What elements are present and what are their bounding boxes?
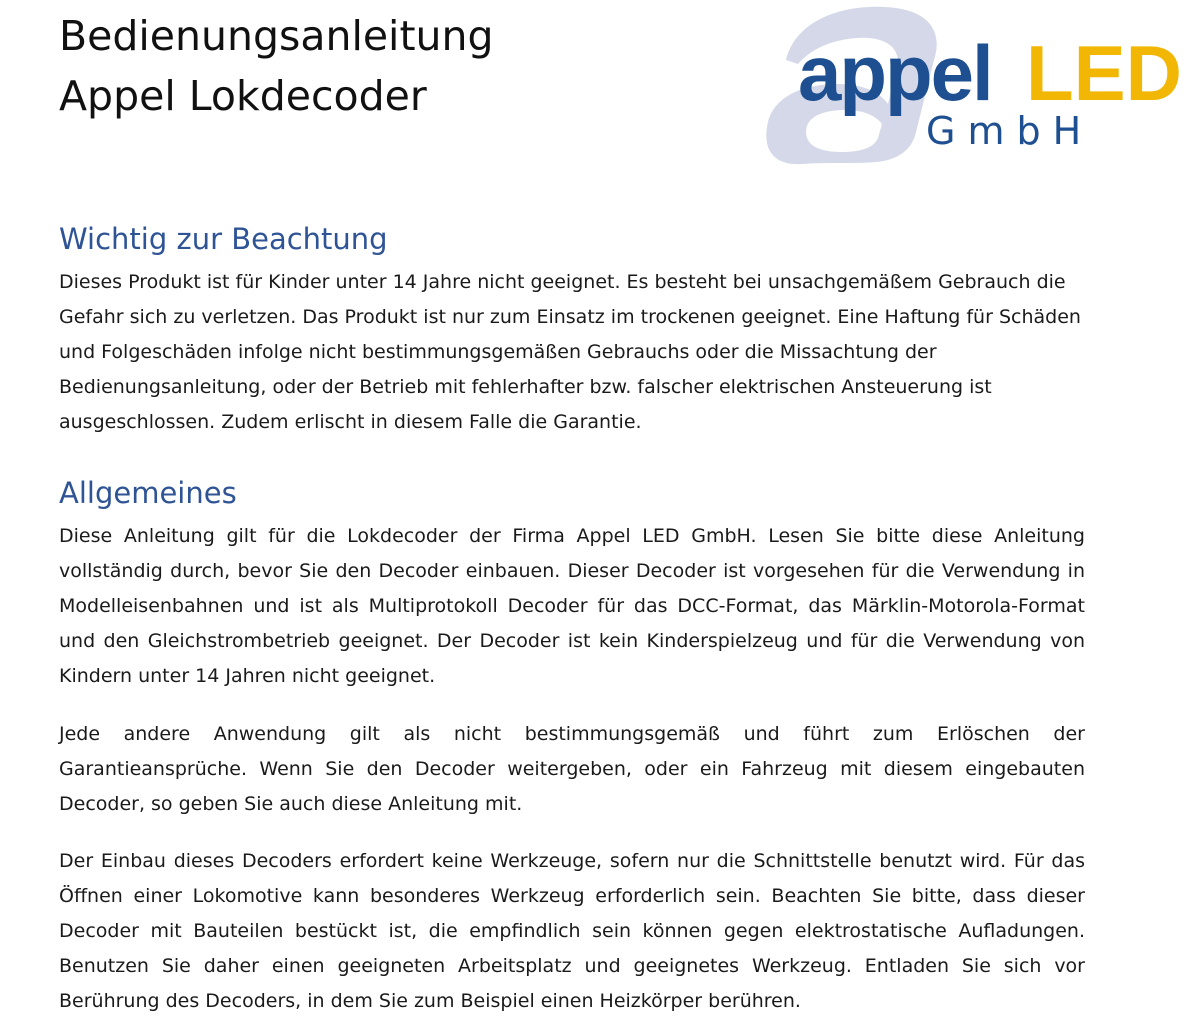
paragraph-allgemeines-1: Diese Anleitung gilt für die Lokdecoder der Firma Appel LED GmbH. Lesen Sie bitte diese Anleitung vollständig durch, bevor Sie den Decoder einbauen. Dieser Decoder ist vorgesehen für die Verwendung in Modelleisenbahnen und ist als Multiprotokoll Decoder für das DCC-Format, das Märklin-Motorola-Format und den Gleichstrombetrieb geeignet. Der Decoder ist kein Kinderspielzeug und für die Verwendung von Kindern unter 14 Jahren nicht geeignet. (59, 525, 1085, 687)
logo-word-appel: appel (798, 29, 992, 117)
document-title (59, 6, 494, 126)
document-title-line-2: Appel Lokdecoder (59, 72, 427, 120)
paragraph-allgemeines-3: Der Einbau dieses Decoders erfordert keine Werkzeuge, sofern nur die Schnittstelle benutzt wird. Für das Öffnen einer Lokomotive kann besonderes Werkzeug erforderlich sein. Beachten Sie bitte, dass dieser Decoder mit Bauteilen bestückt ist, die empfindlich sein können gegen elektrostatische Aufladungen. Benutzen Sie daher einen geeigneten Arbeitsplatz und geeignetes Werkzeug. Entladen Sie sich vor Berührung des Decoders, in dem Sie zum Beispiel einen Heizkörper berühren. (59, 850, 1085, 1012)
section-heading-allgemeines: Allgemeines (59, 476, 237, 510)
logo-word-led: LED (1026, 29, 1182, 117)
appel-led-logo (758, 0, 1200, 172)
section-heading-wichtig: Wichtig zur Beachtung (59, 222, 388, 256)
paragraph-allgemeines-2: Jede andere Anwendung gilt als nicht bestimmungsgemäß und führt zum Erlöschen der Garantieansprüche. Wenn Sie den Decoder weitergeben, oder ein Fahrzeug mit diesem eingebauten Decoder, so geben Sie auch diese Anleitung mit. (59, 723, 1085, 815)
paragraph-wichtig: Dieses Produkt ist für Kinder unter 14 Jahre nicht geeignet. Es besteht bei unsachgemäßem Gebrauch die Gefahr sich zu verletzen. Das Produkt ist nur zum Einsatz im trockenen geeignet. Eine Haftung für Schäden und Folgeschäden infolge nicht bestimmungsgemäßen Gebrauchs oder die Missachtung der Bedienungsanleitung, oder der Betrieb mit fehlerhafter bzw. falscher elektrischen Ansteuerung ist ausgeschlossen. Zudem erlischt in diesem Falle die Garantie. (59, 271, 1081, 433)
logo-word-gmbh: GmbH (926, 109, 1094, 153)
document-title-line-1: Bedienungsanleitung (59, 12, 494, 60)
